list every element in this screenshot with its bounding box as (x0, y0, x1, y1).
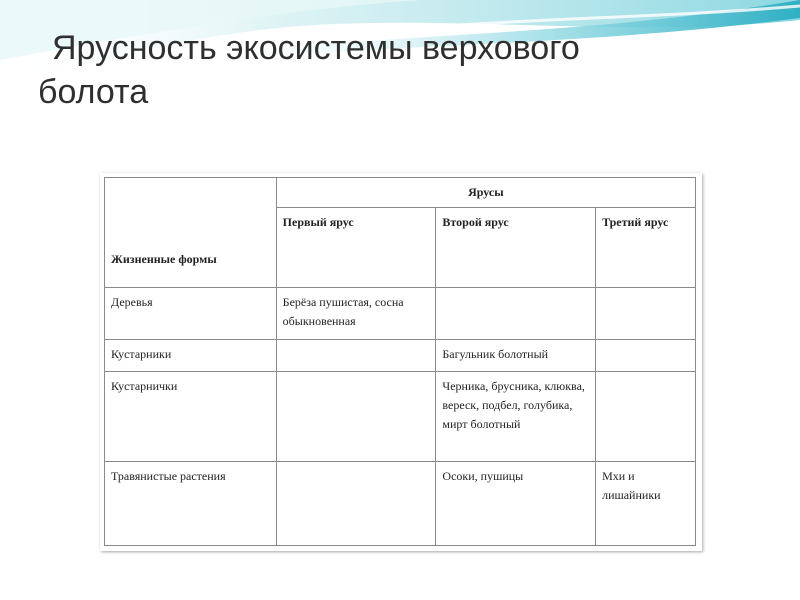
title-line-2: болота (38, 73, 149, 111)
cell-tier-2: Черника, брусника, клюква, вереск, подбел, голубика, мирт болотный (436, 372, 596, 462)
cell-tier-1 (276, 372, 436, 462)
page-title (38, 26, 738, 114)
cell-tier-3: Мхи и лишайники (596, 462, 696, 546)
title-line-1: Ярусность экосистемы верхового (52, 29, 580, 67)
cell-tier-1 (276, 462, 436, 546)
cell-tier-2: Осоки, пушицы (436, 462, 596, 546)
table-row (105, 462, 696, 546)
cell-life-form: Травянистые растения (105, 462, 277, 546)
cell-tier-3 (596, 372, 696, 462)
table-row (105, 340, 696, 372)
cell-life-form: Кустарнички (105, 372, 277, 462)
header-life-forms: Жизненные формы (105, 178, 277, 288)
cell-life-form: Кустарники (105, 340, 277, 372)
cell-tier-2: Багульник болотный (436, 340, 596, 372)
table-row (105, 372, 696, 462)
header-tier-1: Первый ярус (276, 208, 436, 288)
header-tier-2: Второй ярус (436, 208, 596, 288)
cell-life-form: Деревья (105, 288, 277, 340)
table-row (105, 288, 696, 340)
cell-tier-1: Берёза пушистая, сосна обыкновенная (276, 288, 436, 340)
cell-tier-3 (596, 288, 696, 340)
cell-tier-3 (596, 340, 696, 372)
header-tiers: Ярусы (276, 178, 695, 208)
header-tier-3: Третий ярус (596, 208, 696, 288)
cell-tier-2 (436, 288, 596, 340)
table-container (100, 173, 702, 551)
tiers-table (104, 177, 696, 546)
cell-tier-1 (276, 340, 436, 372)
